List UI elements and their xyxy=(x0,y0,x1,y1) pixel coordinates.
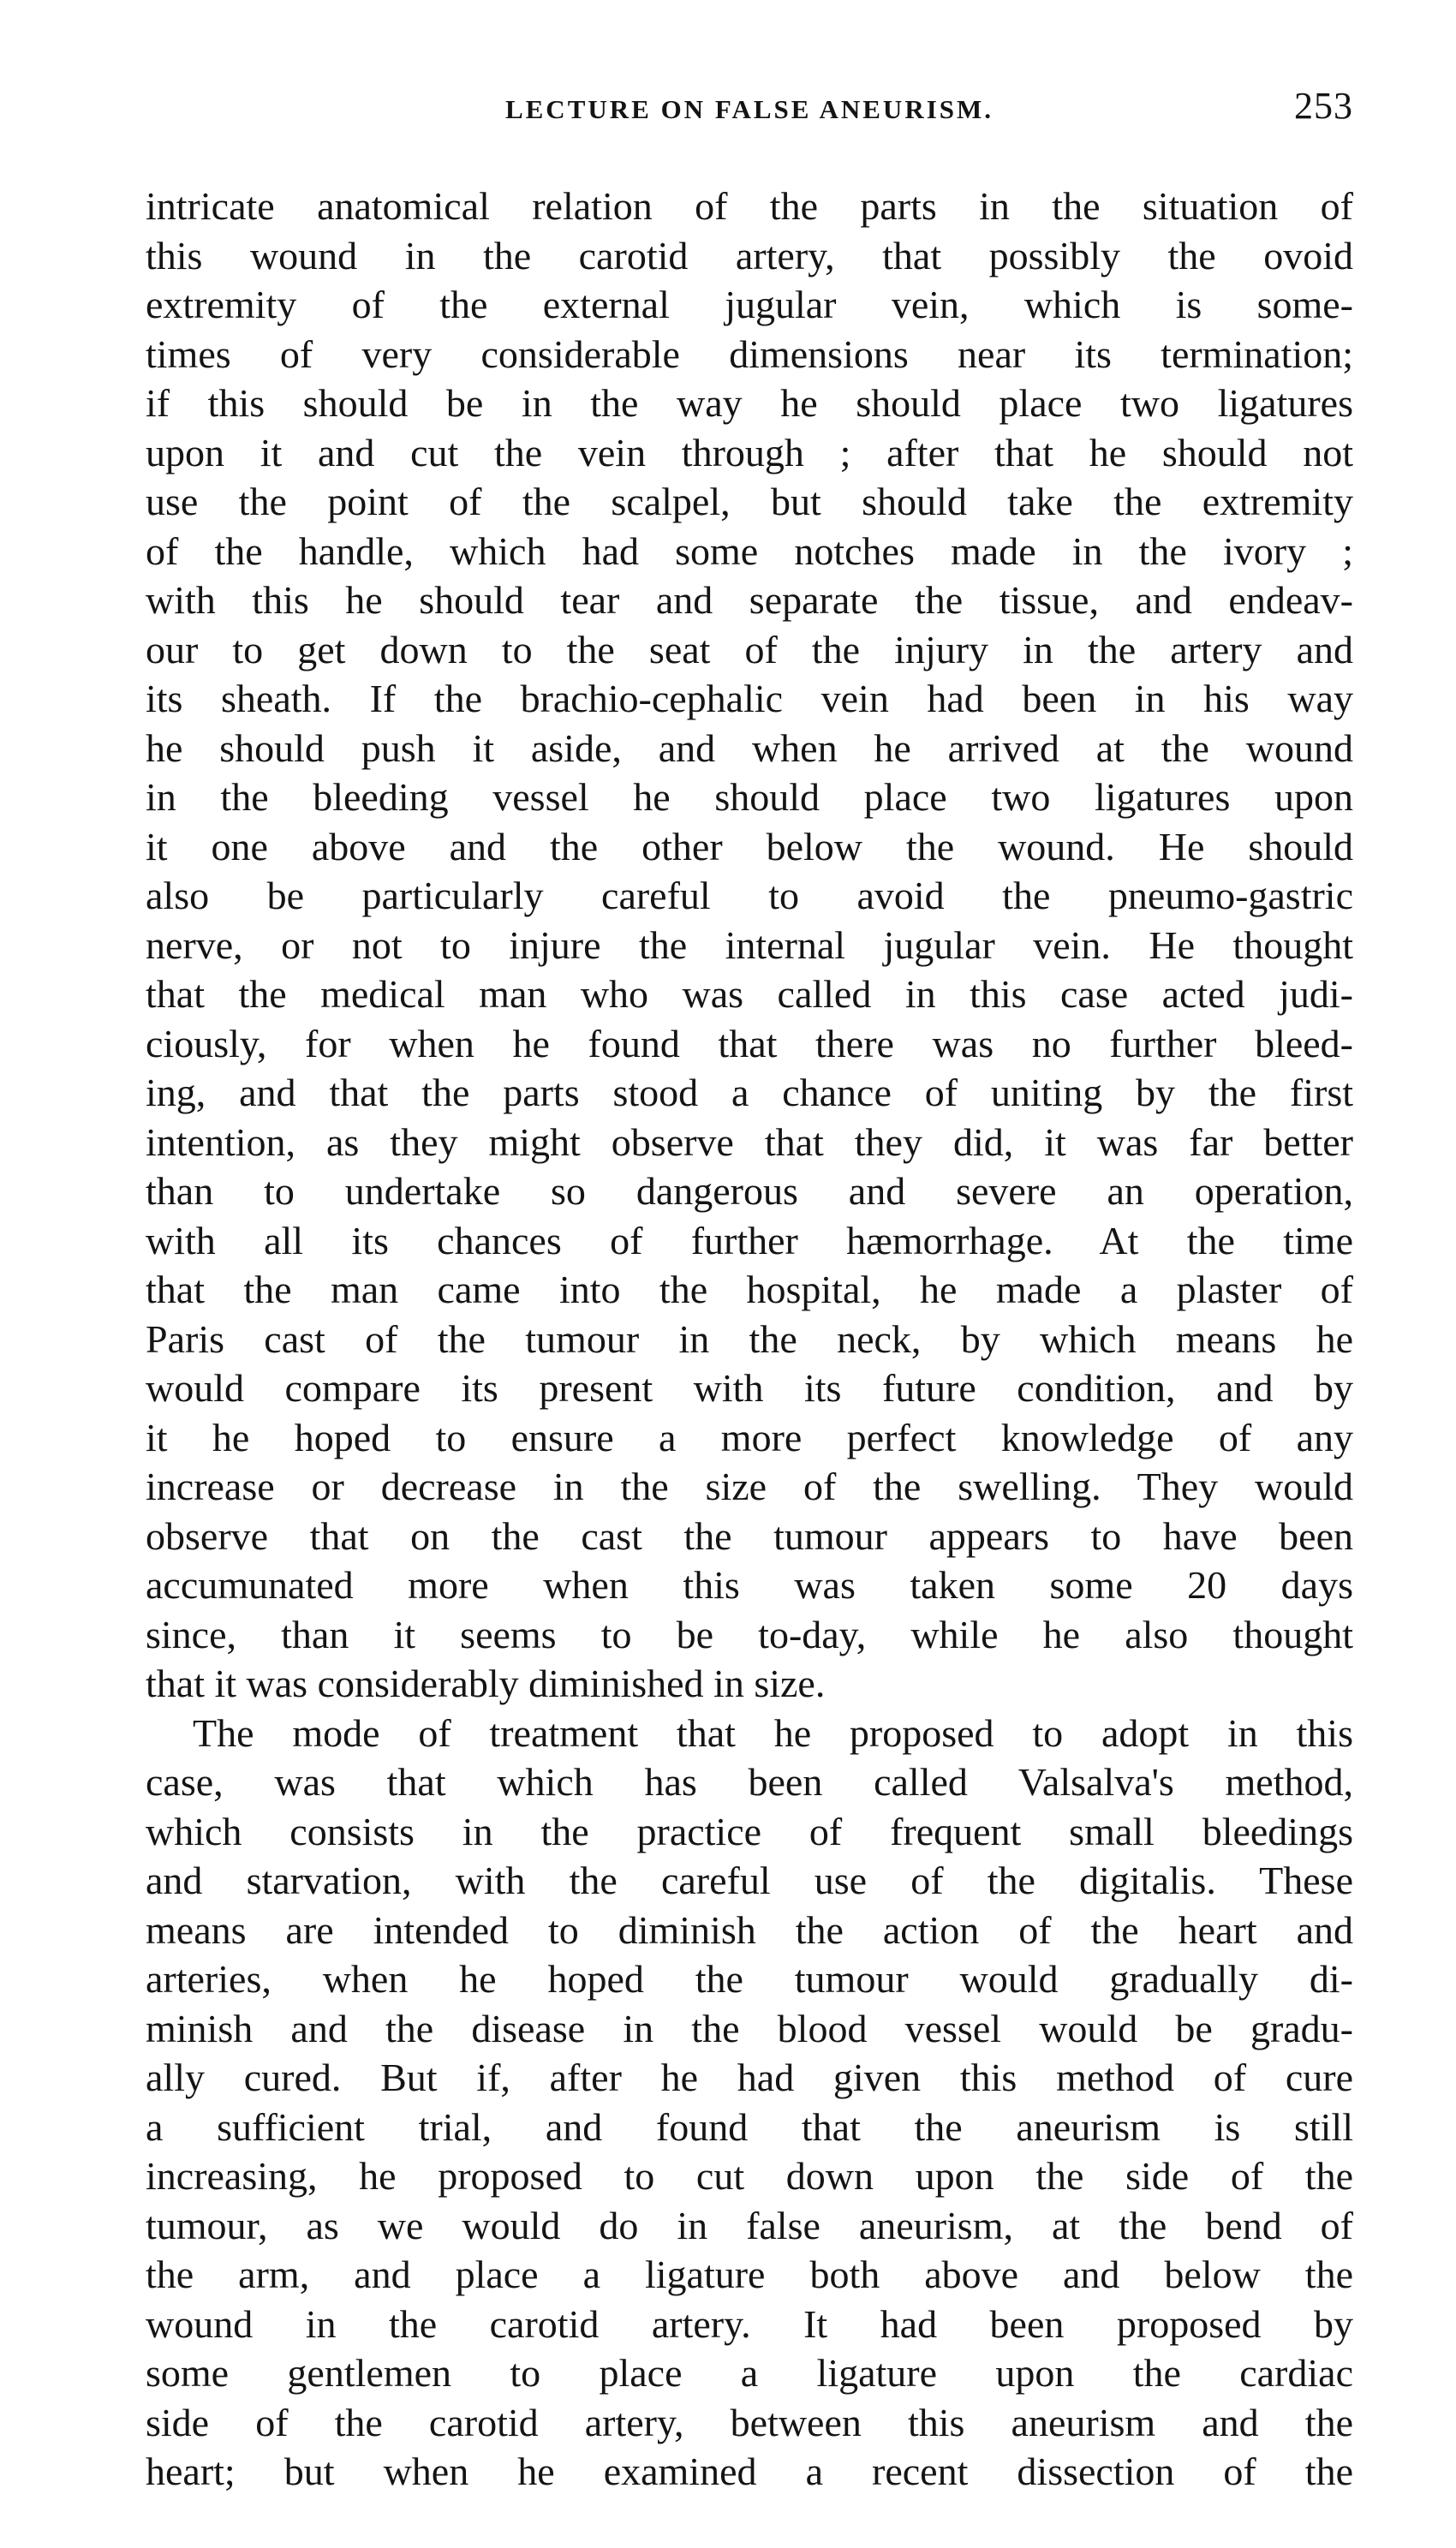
text-line: arteries, when he hoped the tumour would gradually di- xyxy=(146,1957,1353,2001)
running-head xyxy=(146,84,1353,135)
text-line: if this should be in the way he should place two ligatures xyxy=(146,381,1353,425)
text-line: in the bleeding vessel he should place two ligatures upon xyxy=(146,775,1353,819)
text-line: heart; but when he examined a recent dissection of the xyxy=(146,2450,1353,2493)
text-line: also be particularly careful to avoid the pneumo-gastric xyxy=(146,874,1353,917)
text-line: observe that on the cast the tumour appears to have been xyxy=(146,1513,1353,1558)
text-line: case, was that which has been called Valsalva's method, xyxy=(146,1760,1353,1804)
text-line: which consists in the practice of frequent small bleedings xyxy=(146,1809,1353,1853)
text-line: our to get down to the seat of the injury in the artery and xyxy=(146,627,1353,671)
text-line: he should push it aside, and when he arrived at the wound xyxy=(146,725,1353,770)
text-line: that the medical man who was called in this case acted judi- xyxy=(146,972,1353,1016)
text-line: of the handle, which had some notches made in the ivory ; xyxy=(146,528,1353,573)
text-line: times of very considerable dimensions near its termination; xyxy=(146,331,1353,376)
text-line: use the point of the scalpel, but should take the extremity xyxy=(146,480,1353,523)
text-line: accumunated more when this was taken some 20 days xyxy=(146,1563,1353,1607)
text-line: since, than it seems to be to-day, while he also thought xyxy=(146,1612,1353,1656)
text-line: extremity of the external jugular vein, which is some- xyxy=(146,283,1353,326)
text-line: side of the carotid artery, between this aneurism and the xyxy=(146,2400,1353,2444)
text-line: ciously, for when he found that there was no further bleed- xyxy=(146,1021,1353,1065)
text-line: it one above and the other below the wound. He should xyxy=(146,824,1353,868)
text-line: ally cured. But if, after he had given this method of cure xyxy=(146,2056,1353,2099)
page-number: 253 xyxy=(1294,85,1353,127)
text-line: intention, as they might observe that they did, it was far better xyxy=(146,1119,1353,1164)
text-line: some gentlemen to place a ligature upon the cardiac xyxy=(146,2351,1353,2395)
text-line: increasing, he proposed to cut down upon the side of the xyxy=(146,2154,1353,2198)
text-line: ing, and that the parts stood a chance of uniting by the first xyxy=(146,1071,1353,1114)
text-line: wound in the carotid artery. It had been proposed by xyxy=(146,2301,1353,2346)
text-line: would compare its present with its future condition, and by xyxy=(146,1366,1353,1410)
text-line: tumour, as we would do in false aneurism, at the bend of xyxy=(146,2203,1353,2247)
text-line: and starvation, with the careful use of the digitalis. These xyxy=(146,1859,1353,1902)
text-line: with this he should tear and separate the tissue, and endeav- xyxy=(146,578,1353,622)
text-line: its sheath. If the brachio-cephalic vein had been in his way xyxy=(146,677,1353,720)
text-line: it he hoped to ensure a more perfect knowledge of any xyxy=(146,1415,1353,1459)
text-line: means are intended to diminish the action of the heart and xyxy=(146,1907,1353,1952)
text-line: a sufficient trial, and found that the aneurism is still xyxy=(146,2104,1353,2149)
running-title: LECTURE ON FALSE ANEURISM. xyxy=(504,94,994,124)
text-line: nerve, or not to injure the internal jugular vein. He thought xyxy=(146,922,1353,967)
body-text xyxy=(146,182,1353,2497)
text-line: this wound in the carotid artery, that possibly the ovoid xyxy=(146,233,1353,277)
paragraph-start-line: The mode of treatment that he proposed to adopt in this xyxy=(193,1710,1353,1755)
text-line: with all its chances of further hæmorrhage. At the time xyxy=(146,1218,1353,1262)
text-line: Paris cast of the tumour in the neck, by which means he xyxy=(146,1316,1353,1361)
text-line: increase or decrease in the size of the swelling. They would xyxy=(146,1465,1353,1508)
text-line: the arm, and place a ligature both above and below the xyxy=(146,2253,1353,2296)
text-line: than to undertake so dangerous and severe an operation, xyxy=(146,1169,1353,1213)
text-line: minish and the disease in the blood vessel would be gradu- xyxy=(146,2006,1353,2050)
text-line: upon it and cut the vein through ; after that he should not xyxy=(146,430,1353,474)
text-line: intricate anatomical relation of the parts in the situation of xyxy=(146,184,1353,228)
text-line: that the man came into the hospital, he made a plaster of xyxy=(146,1268,1353,1311)
paragraph-end-line: that it was considerably diminished in size. xyxy=(146,1662,826,1705)
